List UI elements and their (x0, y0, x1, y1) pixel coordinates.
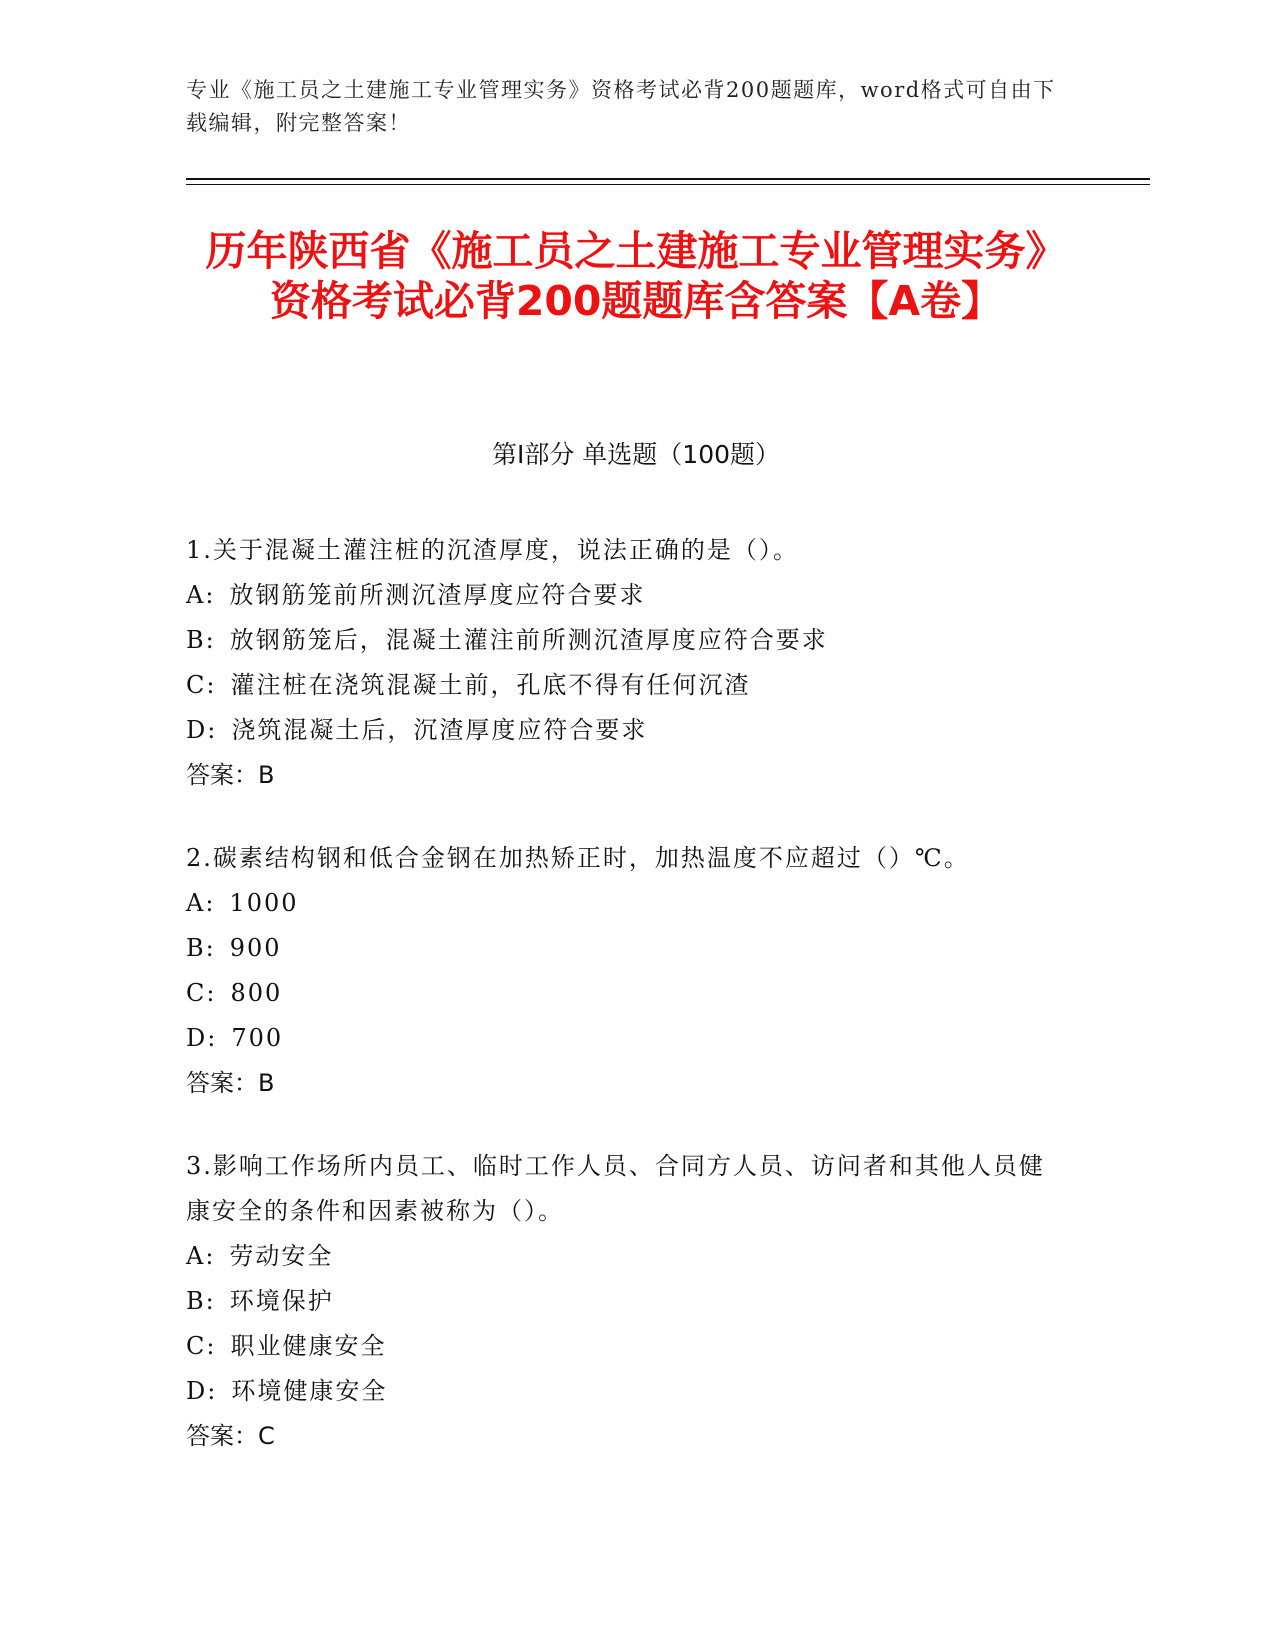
option-text: 浇筑混凝土后，沉渣厚度应符合要求 (231, 716, 648, 744)
option-c (186, 1324, 1066, 1369)
header-rule-thick (186, 178, 1150, 180)
option-text: 900 (229, 934, 282, 962)
option-letter: D: (186, 1377, 218, 1405)
document-title: 历年陕西省《施工员之土建施工专业管理实务》资格考试必背200题题库含答案【A卷】 (205, 227, 1067, 325)
option-d (186, 708, 1066, 753)
option-letter: A: (186, 889, 216, 917)
option-text: 劳动安全 (229, 1242, 334, 1270)
option-d (186, 1369, 1066, 1414)
question-2 (186, 836, 1066, 1106)
option-letter: D: (186, 1024, 218, 1052)
question-3 (186, 1144, 1066, 1459)
question-list (186, 528, 1066, 1497)
option-text: 800 (230, 979, 283, 1007)
option-text: 环境健康安全 (231, 1377, 388, 1405)
question-stem: 1.关于混凝土灌注桩的沉渣厚度，说法正确的是（）。 (186, 536, 799, 564)
option-letter: A: (186, 581, 216, 609)
option-letter: B: (186, 626, 216, 654)
answer-line: 答案：B (186, 761, 275, 789)
option-a (186, 1234, 1066, 1279)
option-text: 职业健康安全 (230, 1332, 387, 1360)
option-c (186, 971, 1066, 1016)
option-letter: C: (186, 671, 217, 699)
option-b (186, 926, 1066, 971)
option-letter: D: (186, 716, 218, 744)
option-text: 700 (231, 1024, 284, 1052)
question-stem: 3.影响工作场所内员工、临时工作人员、合同方人员、访问者和其他人员健康安全的条件和因素被称为（）。 (186, 1152, 1045, 1225)
option-letter: B: (186, 1287, 216, 1315)
answer-line: 答案：C (186, 1422, 275, 1450)
option-letter: A: (186, 1242, 216, 1270)
option-letter: C: (186, 1332, 217, 1360)
option-text: 环境保护 (229, 1287, 334, 1315)
option-text: 1000 (229, 889, 299, 917)
question-1 (186, 528, 1066, 798)
option-c (186, 663, 1066, 708)
option-a (186, 573, 1066, 618)
option-text: 放钢筋笼前所测沉渣厚度应符合要求 (229, 581, 646, 609)
option-a (186, 881, 1066, 926)
option-text: 灌注桩在浇筑混凝土前，孔底不得有任何沉渣 (230, 671, 751, 699)
header-note: 专业《施工员之土建施工专业管理实务》资格考试必背200题题库，word格式可自由下载编辑，附完整答案！ (186, 78, 1056, 135)
answer-line: 答案：B (186, 1069, 275, 1097)
option-letter: B: (186, 934, 216, 962)
section-heading: 第I部分 单选题（100题） (491, 440, 781, 469)
option-text: 放钢筋笼后，混凝土灌注前所测沉渣厚度应符合要求 (229, 626, 828, 654)
option-b (186, 618, 1066, 663)
header-rule-thin (186, 184, 1150, 185)
option-letter: C: (186, 979, 217, 1007)
option-b (186, 1279, 1066, 1324)
question-stem: 2.碳素结构钢和低合金钢在加热矫正时，加热温度不应超过（）℃。 (186, 844, 970, 872)
option-d (186, 1016, 1066, 1061)
